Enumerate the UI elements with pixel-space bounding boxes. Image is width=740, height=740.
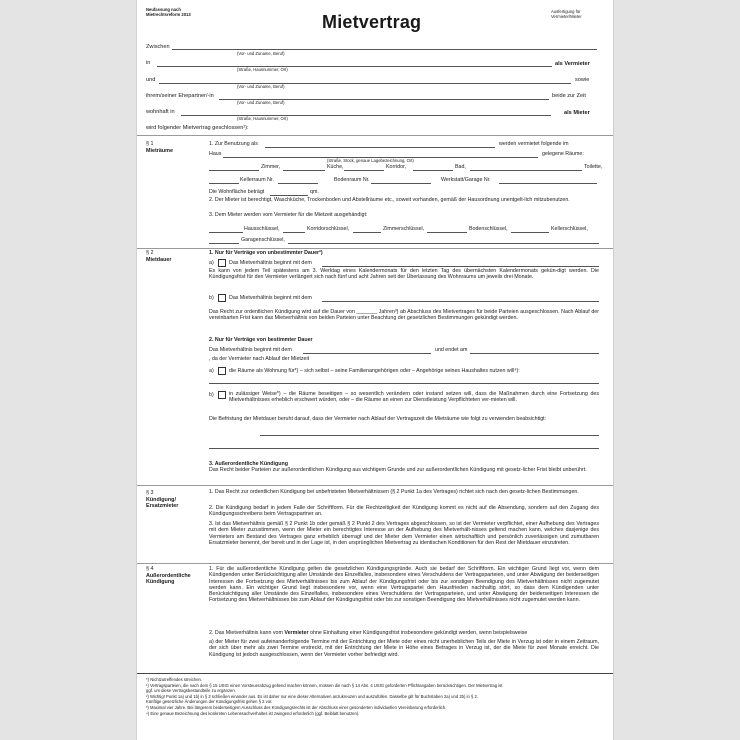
room-label-boden: Bodenraum Nr. bbox=[334, 177, 370, 183]
s2-da: , da der Vermieter nach Ablauf der Mietzeit bbox=[209, 356, 310, 362]
room-label-keller: Kellerraum Nr. bbox=[240, 177, 274, 183]
room-label-garage: Werkstatt/Garage Nr. bbox=[441, 177, 491, 183]
s1-usage: 1. Zur Benutzung als bbox=[209, 141, 258, 147]
key-room-field[interactable] bbox=[353, 232, 381, 233]
key-label-keller: Kellerschlüssel, bbox=[551, 226, 588, 232]
s2-a-para: Es kann von jedem Teil spätestens am 3. Werktag eines Kalendermonats für den letzten Tag des übernächsten Kalendermonats gekün-digt werden. Die Kündigungsfrist für den Vermieter verlängert sich nach fünf und acht Jahren seit der Überlassung des Wohnraums um jeweils drei Monate. bbox=[209, 268, 599, 281]
intended-use-field-2[interactable] bbox=[209, 448, 599, 449]
s4-p2-pre: 2. Das Mietverhältnis kann vom bbox=[209, 630, 285, 636]
section-2-title: Mietdauer bbox=[146, 256, 172, 263]
label-zwischen: Zwischen bbox=[146, 44, 170, 50]
label-als-mieter: als Mieter bbox=[564, 110, 590, 116]
key-label-garage: Garagenschlüssel, bbox=[241, 237, 285, 243]
header-copy-note-2: Vermieter/Mieter bbox=[551, 14, 582, 19]
s2-beginnt: Das Mietverhältnis beginnt mit dem bbox=[209, 347, 292, 353]
contract-intro: wird folgender Mietvertrag geschlossen¹): bbox=[146, 125, 249, 131]
footnote: Künftige gesetzliche Änderungen der Kündigungsfrist gehen § 2 vor. bbox=[146, 699, 273, 704]
s2-a2-label: a) bbox=[209, 368, 214, 374]
section-3-title-1: Kündigung/ bbox=[146, 496, 176, 503]
option-2a-checkbox[interactable] bbox=[218, 367, 226, 375]
landlord-name-field[interactable] bbox=[172, 49, 597, 50]
label-sowie: sowie bbox=[575, 77, 590, 83]
bath-count-field[interactable] bbox=[413, 170, 453, 171]
footnote: ²) Wichtig! Punkt 1a) und 1b) in § 2 schließen einander aus. Es ist daher nur eine dieser Alternativen anzukreuzen und auszufüllen. Dasselbe gilt für Buchstaben 2a) und 2b) in § 2. bbox=[146, 694, 478, 699]
section-2-number: § 2 bbox=[146, 250, 154, 256]
s2-befristung: Die Befristung der Mietdauer beruht darauf, dass der Vermieter nach Ablauf der Vertragszeit die Mieträume wie folgt zu verwenden beabsichtigt: bbox=[209, 416, 547, 422]
s1-area: Die Wohnfläche beträgt bbox=[209, 189, 265, 195]
key-garage-field[interactable] bbox=[209, 243, 239, 244]
footnote: ¹) Vertragsparteien, die nach dem § 15 USIG einen Vorsteuerabzug geltend machen können, müssen die nach § 14 Abs. 4 USIG geforderten Pflichtangaben berücksichtigen. Der Mietvertrag ist bbox=[146, 683, 503, 688]
key-label-boden: Bodenschlüssel, bbox=[469, 226, 508, 232]
use-purpose-field[interactable] bbox=[209, 383, 599, 384]
area-field[interactable] bbox=[270, 195, 308, 196]
label-wohnhaft: wohnhaft in bbox=[146, 109, 175, 115]
tenant-name-field[interactable] bbox=[159, 83, 571, 84]
divider bbox=[137, 248, 613, 249]
s1-haus: Haus bbox=[209, 151, 222, 157]
option-1b-checkbox[interactable] bbox=[218, 294, 226, 302]
s2-b-label: b) bbox=[209, 295, 214, 301]
s3-p2: 2. Die Kündigung bedarf in jedem Falle der Schriftform. Für die Rechtzeitigkeit der Kündigung kommt es nicht auf die Absendung, sondern auf den Zugang des Kündigungsschreibens beim Vertragspartner an. bbox=[209, 505, 599, 518]
attic-number-field[interactable] bbox=[371, 183, 431, 184]
hint-name-3: (Vor- und Zuname, Beruf) bbox=[237, 100, 285, 105]
footnote: ⁴) Eine genaue Bezeichnung des konkreten Lebenssachverhaltes ist zwingend erforderlich (ggf. Beiblatt benutzen). bbox=[146, 711, 360, 716]
option-1a-checkbox[interactable] bbox=[218, 259, 226, 267]
s4-p2 bbox=[209, 630, 599, 636]
room-label-kueche: Küche, bbox=[327, 164, 344, 170]
label-in: in bbox=[146, 60, 151, 66]
footnote-divider bbox=[137, 673, 613, 674]
start-date-1a-field[interactable] bbox=[322, 266, 599, 267]
s3-para: Das Recht beider Parteien zur außerordentlichen Kündigung aus wichtigem Grunde und zur außerordentlichen Kündigung mit gesetz-licher Frist bleibt unberührt. bbox=[209, 467, 587, 473]
s2-b2-label: b) bbox=[209, 392, 214, 398]
s2-h2: 2. Nur für Verträge von bestimmter Dauer bbox=[209, 337, 313, 343]
hint-name-2: (Vor- und Zuname, Beruf) bbox=[237, 84, 285, 89]
rooms-count-field[interactable] bbox=[209, 170, 259, 171]
divider bbox=[137, 485, 613, 486]
header-copy-note-1: Ausfertigung für bbox=[551, 9, 581, 14]
footnote: ³) Maximal vier Jahre. Bei längerem beiderseitigem Ausschluss des Kündigungsrechts ist der Abschluss einer gesonderten individuellen Vereinbarung erforderlich. bbox=[146, 705, 447, 710]
s4-p2-bold: Vermieter bbox=[284, 630, 309, 636]
hall-count-field[interactable] bbox=[344, 170, 384, 171]
usage-field[interactable] bbox=[265, 147, 495, 148]
section-2-heading bbox=[146, 250, 171, 263]
s1-p2: 2. Der Mieter ist berechtigt, Waschküche, Trockenboden und Abstellräume etc., soweit vorhanden, gemäß der Hausordnung unentgelt-lich mitzubenutzen. bbox=[209, 197, 570, 203]
key-label-haus: Hausschlüssel, bbox=[244, 226, 280, 232]
label-ehepartner: ihrem/seiner Ehepartner/-in bbox=[146, 93, 214, 99]
section-4-number: § 4 bbox=[146, 566, 154, 572]
section-4-title-1: Außerordentliche bbox=[146, 572, 191, 579]
s2-a-text: Das Mietverhältnis beginnt mit dem bbox=[229, 260, 312, 266]
s1-gelegene: gelegene Räume: bbox=[542, 151, 584, 157]
toilet-count-field[interactable] bbox=[470, 170, 582, 171]
room-label-zimmer: Zimmer, bbox=[261, 164, 281, 170]
cellar-field[interactable] bbox=[209, 183, 239, 184]
s4-p2a: a) der Mieter für zwei aufeinanderfolgende Termine mit der Entrichtung der Miete oder eines nicht unerheblichen Teils der Miete in Verzug ist oder in einem Zeitraum, der sich über mehr als zwei Termine erstreckt, mit der Entrichtung der Miete in Höhe eines Betrages in Verzug ist, der die Miete für zwei Monate erreicht. Die Kündigung ist jedoch ausgeschlossen, wenn der Vermieter vorher befriedigt wird. bbox=[209, 639, 599, 658]
section-1-title: Mieträume bbox=[146, 147, 173, 154]
cellar-number-field[interactable] bbox=[278, 183, 318, 184]
key-label-zimmer: Zimmerschlüssel, bbox=[383, 226, 425, 232]
header-note-1: Neufassung nach bbox=[146, 7, 181, 12]
header-note-2: Mietrechtsreform 2013 bbox=[146, 12, 191, 17]
s2-h1: 1. Nur für Verträge von unbestimmter Dauer²) bbox=[209, 250, 323, 256]
s3-heading: 3. Außerordentliche Kündigung bbox=[209, 461, 288, 467]
label-und: und bbox=[146, 77, 156, 83]
section-4-heading bbox=[146, 566, 191, 586]
s3-p1: 1. Das Recht zur ordentlichen Kündigung bei unbefristeten Mietverhältnissen (§ 2 Punkt 1a des Vertrages) richtet sich nach den gesetz-lichen Bestimmungen. bbox=[209, 489, 579, 495]
fixed-end-field[interactable] bbox=[470, 353, 599, 354]
s2-a-label: a) bbox=[209, 260, 214, 266]
section-3-heading bbox=[146, 490, 178, 510]
key-cellar-field[interactable] bbox=[511, 232, 549, 233]
hint-address: (Straße, Hausnummer, Ort) bbox=[237, 67, 288, 72]
footnote: *) Nichtzutreffendes streichen. bbox=[146, 677, 203, 682]
footnote: ggf. um diese Vertragsbestandteile zu ergänzen. bbox=[146, 688, 236, 693]
key-attic-field[interactable] bbox=[427, 232, 467, 233]
contract-page bbox=[136, 0, 614, 740]
section-1-number: § 1 bbox=[146, 141, 154, 147]
room-label-toilette: Toilette, bbox=[584, 164, 603, 170]
key-house-field[interactable] bbox=[209, 232, 243, 233]
key-other-field[interactable] bbox=[288, 243, 599, 244]
s1-qm: qm. bbox=[310, 189, 319, 195]
divider bbox=[137, 563, 613, 564]
hint-name: (Vor- und Zuname, Beruf) bbox=[237, 51, 285, 56]
label-als-vermieter: als Vermieter bbox=[555, 61, 590, 67]
section-4-title-2: Kündigung bbox=[146, 579, 175, 585]
room-label-bad: Bad, bbox=[455, 164, 466, 170]
s1-p3: 3. Dem Mieter werden vom Vermieter für die Mietzeit ausgehändigt: bbox=[209, 212, 368, 218]
room-label-korridor: Korridor, bbox=[386, 164, 407, 170]
label-beide: beide zur Zeit bbox=[552, 93, 586, 99]
divider bbox=[137, 135, 613, 136]
start-date-1b-field[interactable] bbox=[322, 301, 599, 302]
s4-p1: 1. Für die außerordentliche Kündigung gelten die gesetzlichen Kündigungsgründe. Auch sie bedarf der Schriftform. Ein wichtiger Grund liegt vor, wenn dem Kündigenden unter Berücksichtigung aller Umstände des Einzelfalles, insbesondere eines Verschuldens der Vertragsparteien, und unter Abwägung der beiderseitigen Interessen die Fortsetzung des Mietverhältnisses bis zum Ablauf der Kündigungsfrist oder bis zur sonstigen Beendigung des Mietverhältnisses nicht zugemutet werden kann. Ein wichtiger Grund liegt insbesondere vor, wenn eine Vertragspartei den Hausfrieden nachhaltig stört, so dass dem Kündigenden unter Berücksichtigung aller Umstände des Einzelfalles, insbesondere eines Verschuldens der Vertragsparteien, und unter Abwägung der beiderseitigen Interessen die Fortsetzung des Mietverhältnisses bis zum Ablauf der Kündigungsfrist oder bis zur sonstigen Beendigung des Mietverhältnisses nicht zugemutet werden kann. bbox=[209, 566, 599, 604]
intended-use-field[interactable] bbox=[260, 435, 599, 436]
s2-b2-para: in zulässiger Weise*) – die Räume beseitigen – so wesentlich verändern oder instand setzen will, dass die Maßnahmen durch eine Fortsetzung des Mietverhältnisses erheblich erschwert würden, oder – die Räume an einen zur Dienstleistung Verpflichteten ver-mieten will. bbox=[229, 391, 599, 404]
option-2b-checkbox[interactable] bbox=[218, 391, 226, 399]
s2-b-text: Das Mietverhältnis beginnt mit dem bbox=[229, 295, 312, 301]
section-1-heading bbox=[146, 141, 173, 154]
s2-endet: und endet am bbox=[435, 347, 468, 353]
s2-a2-text: die Räume als Wohnung für*) – sich selbst – seine Familienangehörigen oder – Angehörige seines Haushaltes nutzen will⁴): bbox=[229, 368, 520, 374]
fixed-start-field[interactable] bbox=[303, 353, 431, 354]
s4-p2-post: ohne Einhaltung einer Kündigungsfrist insbesondere gekündigt werden, wenn beispielsweise bbox=[308, 630, 528, 636]
hint-location: (Straße, Stock, genaue Lagebezeichnung, Ort) bbox=[327, 158, 414, 163]
hint-address-2: (Straße, Hausnummer, Ort) bbox=[237, 116, 288, 121]
s1-usage-b: werden vermietet folgende im bbox=[499, 141, 569, 147]
page-title: Mietvertrag bbox=[322, 12, 422, 32]
landlord-address-field[interactable] bbox=[157, 66, 552, 67]
kitchen-count-field[interactable] bbox=[283, 170, 325, 171]
key-label-korridor: Korridorschlüssel, bbox=[307, 226, 350, 232]
section-3-title-2: Ersatzmieter bbox=[146, 503, 179, 509]
key-hall-field[interactable] bbox=[283, 232, 305, 233]
s2-b-para: Das Recht zur ordentlichen Kündigung wird auf die Dauer von _______ Jahren³) ab Abschluss des Mietvertrages für beide Parteien ausgeschlossen. Nach Ablauf der vereinbarten Frist kann das Mietverhältnis von beiden Parteien unter Beachtung der gesetzlichen Bestimmungen gekündigt werden. bbox=[209, 309, 599, 322]
s3-p3: 3. Ist das Mietverhältnis gemäß § 2 Punkt 1b oder gemäß § 2 Punkt 2 des Vertrages abgeschlossen, so ist der Vermieter verpflichtet, einer Aufhebung des Vertrages mit dem Mieter zuzustimmen, wenn der Mieter ein berechtigtes Interesse an der Aufhebung des Mietverhält-nisses geltend machen kann, welches dasjenige des Vermieters am Bestand des Vertrages ganz erheblich überragt und der Mieter dem Vermieter einen wirtschaftlich und persönlich zuverlässigen und zumutbaren Ersatzmieter benennt, der bereit und in der Lage ist, in den ursprünglichen Mietvertrag zu identischen Konditionen für den Rest der Mietdauer einzutreten. bbox=[209, 521, 599, 546]
garage-number-field[interactable] bbox=[499, 183, 597, 184]
section-3-number: § 3 bbox=[146, 490, 154, 496]
